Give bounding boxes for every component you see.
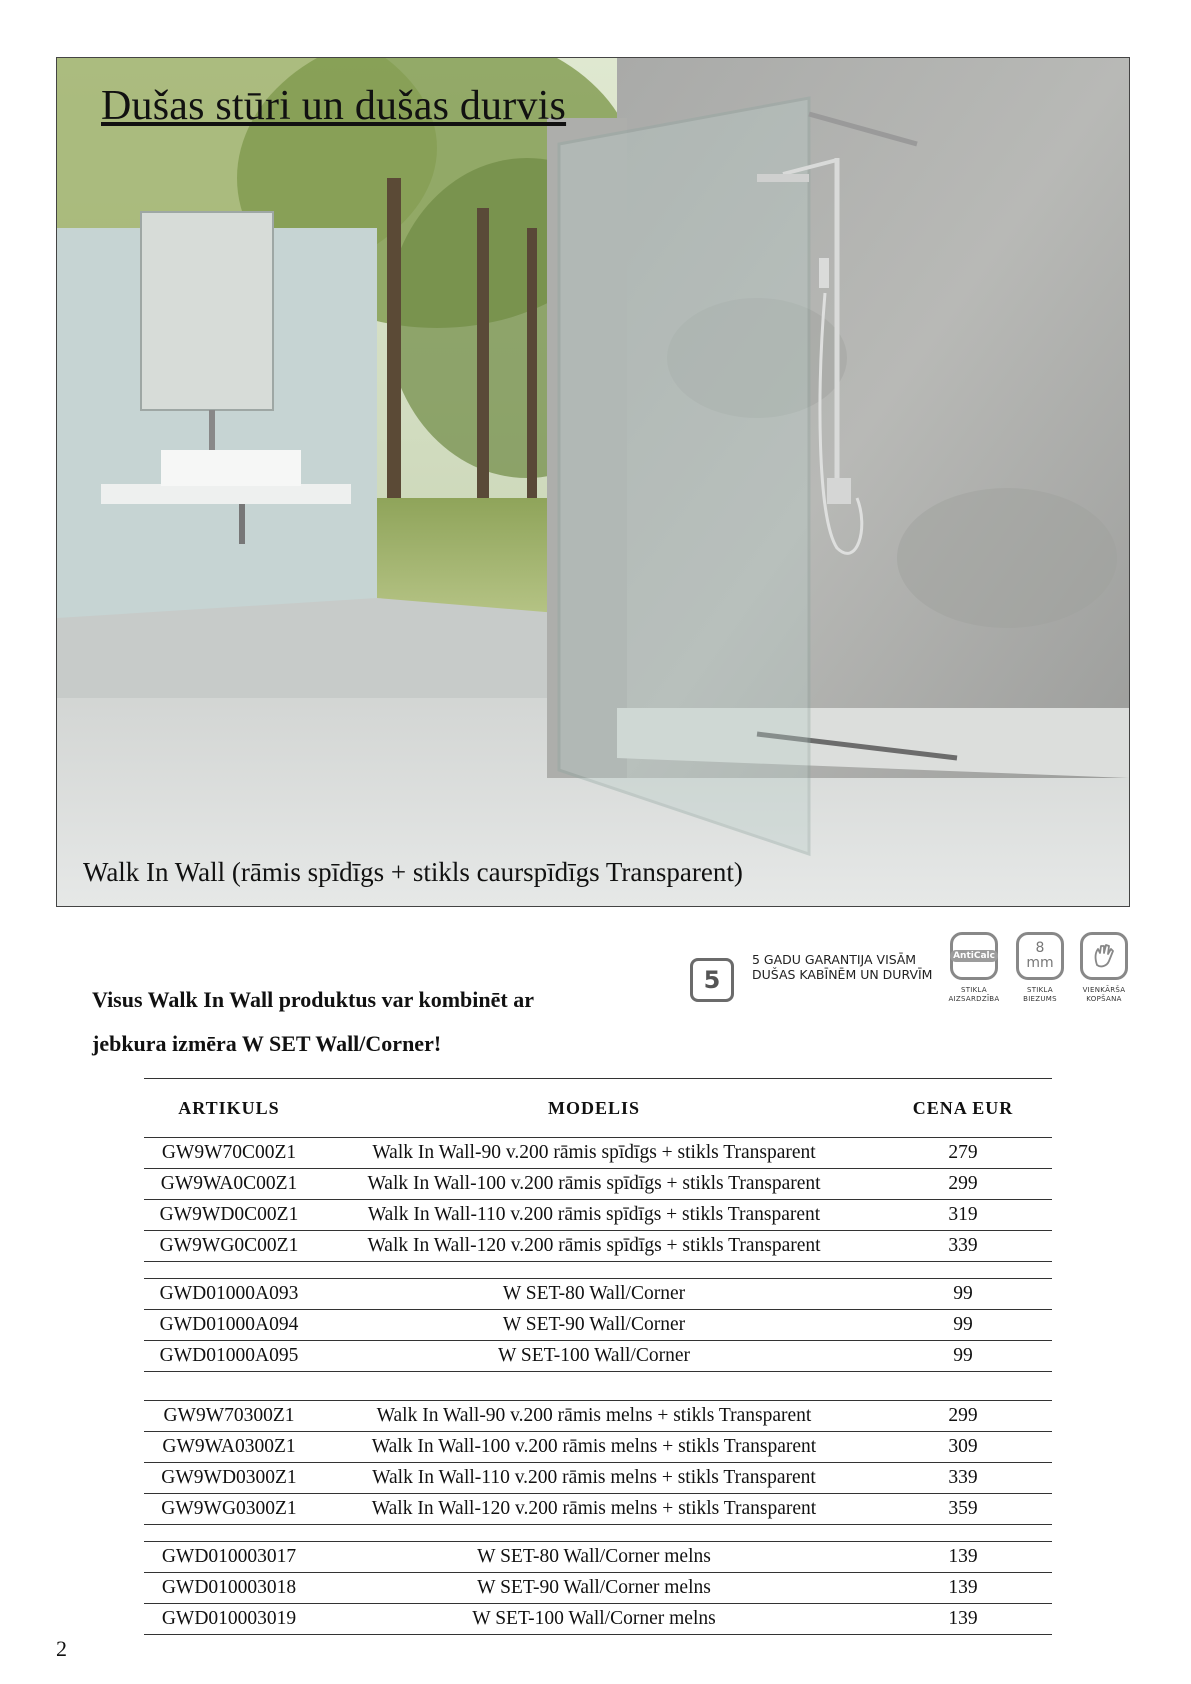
cell-sku: GWD01000A093: [144, 1279, 314, 1310]
table-row: [144, 1542, 1052, 1573]
shower-scene-illustration: [57, 58, 1129, 906]
glass-thickness-label: STIKLA BIEZUMS: [1023, 986, 1057, 1003]
cell-price: 279: [874, 1138, 1052, 1169]
cell-sku: GW9W70300Z1: [144, 1401, 314, 1432]
anticalc-icon: [950, 932, 998, 980]
cell-price: 319: [874, 1200, 1052, 1231]
table-row: [144, 1401, 1052, 1432]
warranty-text: 5 GADU GARANTIJA VISĀM DUŠAS KABĪNĒM UN DURVĪM: [752, 952, 933, 982]
glass-thickness-unit: mm: [1026, 955, 1054, 971]
easy-care-feature: [1064, 932, 1144, 1004]
cell-sku: GWD01000A094: [144, 1310, 314, 1341]
group-separator: [144, 1262, 1052, 1279]
header-sku: ARTIKULS: [144, 1079, 314, 1138]
cell-sku: GWD010003018: [144, 1573, 314, 1604]
header-model: MODELIS: [314, 1079, 874, 1138]
cell-price: 359: [874, 1494, 1052, 1525]
cell-price: 339: [874, 1231, 1052, 1262]
cell-price: 99: [874, 1310, 1052, 1341]
group-separator: [144, 1372, 1052, 1401]
cell-sku: GW9W70C00Z1: [144, 1138, 314, 1169]
cell-price: 309: [874, 1432, 1052, 1463]
table-row: [144, 1279, 1052, 1310]
table-row: [144, 1138, 1052, 1169]
intro-line: jebkura izmēra W SET Wall/Corner!: [92, 1031, 442, 1056]
cell-model: Walk In Wall-110 v.200 rāmis spīdīgs + stikls Transparent: [314, 1200, 874, 1231]
cell-model: W SET-100 Wall/Corner: [314, 1341, 874, 1372]
page-number: 2: [56, 1636, 67, 1661]
table-row: [144, 1231, 1052, 1262]
cell-sku: GW9WA0C00Z1: [144, 1169, 314, 1200]
glass-thickness-value: 8: [1035, 940, 1045, 956]
table-row: [144, 1169, 1052, 1200]
cell-model: Walk In Wall-110 v.200 rāmis melns + stikls Transparent: [314, 1463, 874, 1494]
table-row: [144, 1463, 1052, 1494]
header-price: CENA EUR: [874, 1079, 1052, 1138]
cell-price: 299: [874, 1169, 1052, 1200]
glass-thickness-icon: [1016, 932, 1064, 980]
cell-model: W SET-80 Wall/Corner: [314, 1279, 874, 1310]
hand-wipe-icon: [1080, 932, 1128, 980]
table-header-row: [144, 1079, 1052, 1138]
cell-model: W SET-80 Wall/Corner melns: [314, 1542, 874, 1573]
cell-model: Walk In Wall-100 v.200 rāmis melns + stikls Transparent: [314, 1432, 874, 1463]
cell-price: 99: [874, 1341, 1052, 1372]
cell-price: 139: [874, 1604, 1052, 1635]
table-row: [144, 1200, 1052, 1231]
cell-sku: GWD010003019: [144, 1604, 314, 1635]
cell-price: 139: [874, 1542, 1052, 1573]
cell-sku: GW9WD0C00Z1: [144, 1200, 314, 1231]
intro-line: Visus Walk In Wall produktus var kombinēt ar: [92, 987, 534, 1012]
cell-model: Walk In Wall-90 v.200 rāmis spīdīgs + stikls Transparent: [314, 1138, 874, 1169]
cell-sku: GW9WG0C00Z1: [144, 1231, 314, 1262]
cell-model: Walk In Wall-90 v.200 rāmis melns + stikls Transparent: [314, 1401, 874, 1432]
cell-model: Walk In Wall-120 v.200 rāmis spīdīgs + stikls Transparent: [314, 1231, 874, 1262]
table-row: [144, 1310, 1052, 1341]
cell-price: 99: [874, 1279, 1052, 1310]
cell-price: 339: [874, 1463, 1052, 1494]
cell-model: W SET-90 Wall/Corner melns: [314, 1573, 874, 1604]
cell-sku: GW9WD0300Z1: [144, 1463, 314, 1494]
hero-caption: Walk In Wall (rāmis spīdīgs + stikls caurspīdīgs Transparent): [83, 857, 743, 887]
cell-model: W SET-100 Wall/Corner melns: [314, 1604, 874, 1635]
table-row: [144, 1341, 1052, 1372]
group-separator: [144, 1525, 1052, 1542]
cell-sku: GW9WG0300Z1: [144, 1494, 314, 1525]
anticalc-logo: AntiCalc: [950, 950, 998, 962]
cell-sku: GWD01000A095: [144, 1341, 314, 1372]
warranty-number: 5: [690, 958, 734, 1002]
hero-photo: [56, 57, 1130, 907]
table-row: [144, 1432, 1052, 1463]
intro-text: [92, 978, 652, 1066]
cell-sku: GWD010003017: [144, 1542, 314, 1573]
price-table: [144, 1078, 1052, 1635]
cell-model: Walk In Wall-120 v.200 rāmis melns + stikls Transparent: [314, 1494, 874, 1525]
anticalc-label: STIKLA AIZSARDZĪBA: [948, 986, 1000, 1003]
cell-model: W SET-90 Wall/Corner: [314, 1310, 874, 1341]
table-row: [144, 1573, 1052, 1604]
cell-model: Walk In Wall-100 v.200 rāmis spīdīgs + stikls Transparent: [314, 1169, 874, 1200]
table-row: [144, 1494, 1052, 1525]
page-title: Dušas stūri un dušas durvis: [101, 83, 567, 129]
cell-price: 139: [874, 1573, 1052, 1604]
table-row: [144, 1604, 1052, 1635]
easy-care-label: VIENKĀRŠA KOPŠANA: [1082, 986, 1126, 1003]
cell-price: 299: [874, 1401, 1052, 1432]
cell-sku: GW9WA0300Z1: [144, 1432, 314, 1463]
